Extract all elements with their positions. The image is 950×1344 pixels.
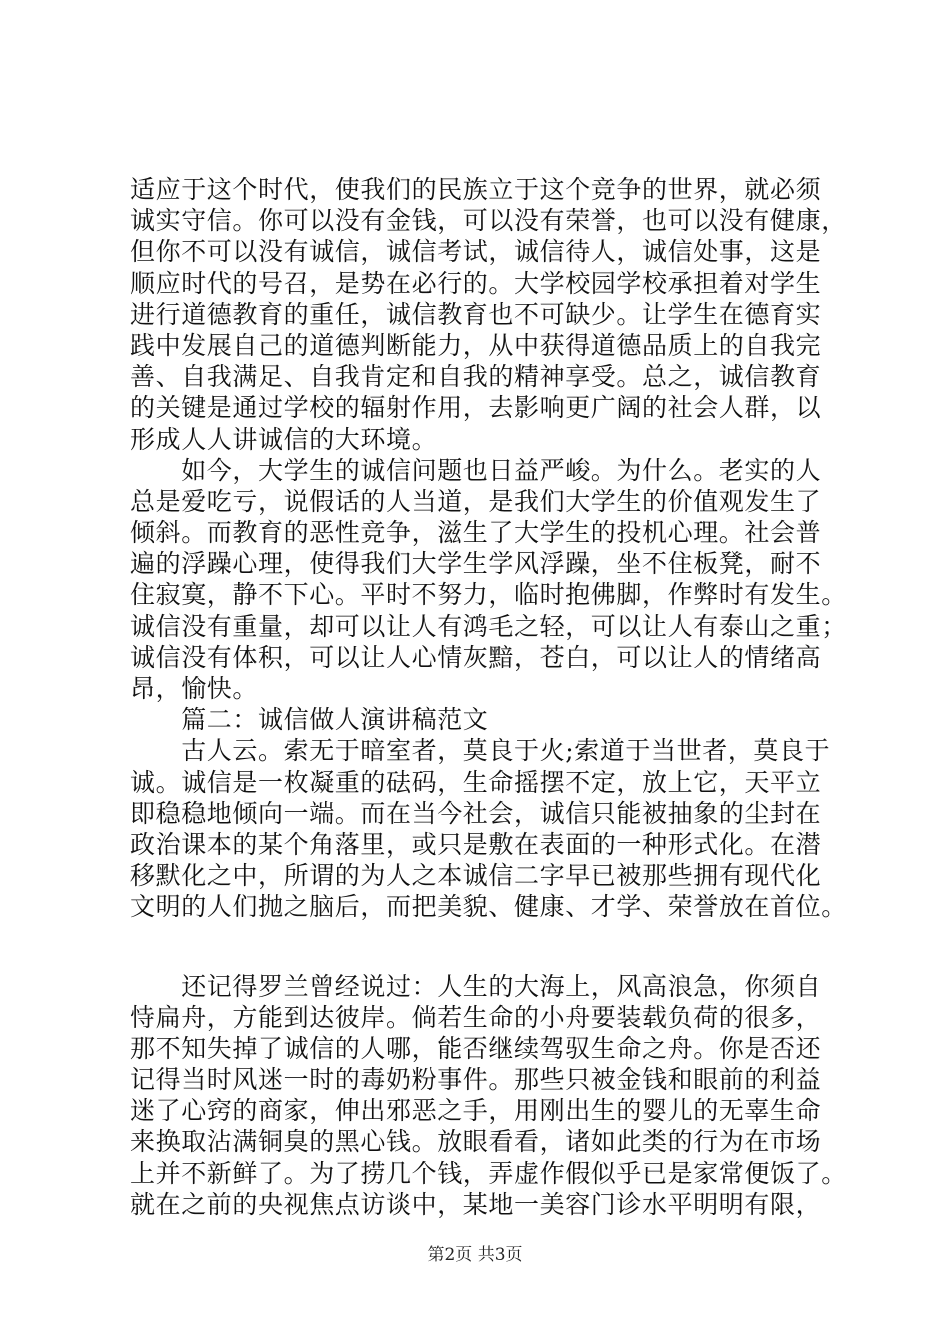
text-line: 形成人人讲诚信的大环境。	[130, 424, 438, 454]
text-line: 倾斜。而教育的恶性竞争，滋生了大学生的投机心理。社会普	[130, 518, 822, 548]
text-line: 迷了心窍的商家，伸出邪恶之手，用刚出生的婴儿的无辜生命	[130, 1096, 822, 1126]
text-line: 如今，大学生的诚信问题也日益严峻。为什么。老实的人	[130, 455, 822, 485]
body-text	[130, 174, 850, 1220]
text-line: 诚信没有重量，却可以让人有鸿毛之轻，可以让人有泰山之重；	[130, 611, 847, 641]
text-line: 诚实守信。你可以没有金钱，可以没有荣誉，也可以没有健康，	[130, 206, 847, 236]
text-line: 上并不新鲜了。为了捞几个钱，弄虚作假似乎已是家常便饭了。	[130, 1158, 847, 1188]
text-line: 住寂寞，静不下心。平时不努力，临时抱佛脚，作弊时有发生。	[130, 580, 847, 610]
text-line: 昂，愉快。	[130, 674, 259, 703]
text-line: 适应于这个时代，使我们的民族立于这个竞争的世界，就必须	[130, 175, 822, 204]
text-line: 的关键是通过学校的辐射作用，去影响更广阔的社会人群，以	[130, 393, 822, 423]
text-section-1	[130, 174, 850, 923]
text-line: 诚。诚信是一枚凝重的砝码，生命摇摆不定，放上它，天平立	[130, 767, 822, 797]
text-line: 进行道德教育的重任，诚信教育也不可缺少。让学生在德育实	[130, 299, 822, 329]
text-line: 就在之前的央视焦点访谈中，某地一美容门诊水平明明有限，	[130, 1189, 822, 1219]
text-line: 来换取沾满铜臭的黑心钱。放眼看看，诸如此类的行为在市场	[130, 1127, 822, 1157]
text-line: 那不知失掉了诚信的人哪，能否继续驾驭生命之舟。你是否还	[130, 1033, 822, 1063]
text-line: 顺应时代的号召，是势在必行的。大学校园学校承担着对学生	[130, 268, 822, 298]
text-line: 但你不可以没有诚信，诚信考试，诚信待人，诚信处事，这是	[130, 237, 822, 267]
text-line: 践中发展自己的道德判断能力，从中获得道德品质上的自我完	[130, 330, 822, 360]
text-line: 遍的浮躁心理，使得我们大学生学风浮躁，坐不住板凳，耐不	[130, 549, 822, 579]
paragraph-gap	[130, 923, 850, 971]
text-line: 诚信没有体积，可以让人心情灰黯，苍白，可以让人的情绪高	[130, 642, 822, 672]
text-line: 善、自我满足、自我肯定和自我的精神享受。总之，诚信教育	[130, 362, 822, 392]
page-footer: 第2页 共3页	[427, 1245, 523, 1265]
text-line: 即稳稳地倾向一端。而在当今社会，诚信只能被抽象的尘封在	[130, 798, 822, 828]
text-line: 古人云。索无于暗室者，莫良于火;索道于当世者，莫良于	[130, 736, 831, 766]
text-line: 记得当时风迷一时的毒奶粉事件。那些只被金钱和眼前的利益	[130, 1065, 822, 1095]
text-line: 恃扁舟，方能到达彼岸。倘若生命的小舟要装载负荷的很多，	[130, 1002, 822, 1032]
text-line: 文明的人们抛之脑后，而把美貌、健康、才学、荣誉放在首位。	[130, 892, 847, 922]
text-line: 移默化之中，所谓的为人之本诚信二字早已被那些拥有现代化	[130, 861, 822, 891]
text-line: 篇二：诚信做人演讲稿范文	[130, 705, 489, 735]
text-line: 政治课本的某个角落里，或只是敷在表面的一种形式化。在潜	[130, 829, 822, 859]
text-section-2	[130, 971, 850, 1221]
text-line: 总是爱吃亏，说假话的人当道，是我们大学生的价值观发生了	[130, 486, 822, 516]
text-line: 还记得罗兰曾经说过：人生的大海上，风高浪急，你须自	[130, 971, 822, 1001]
